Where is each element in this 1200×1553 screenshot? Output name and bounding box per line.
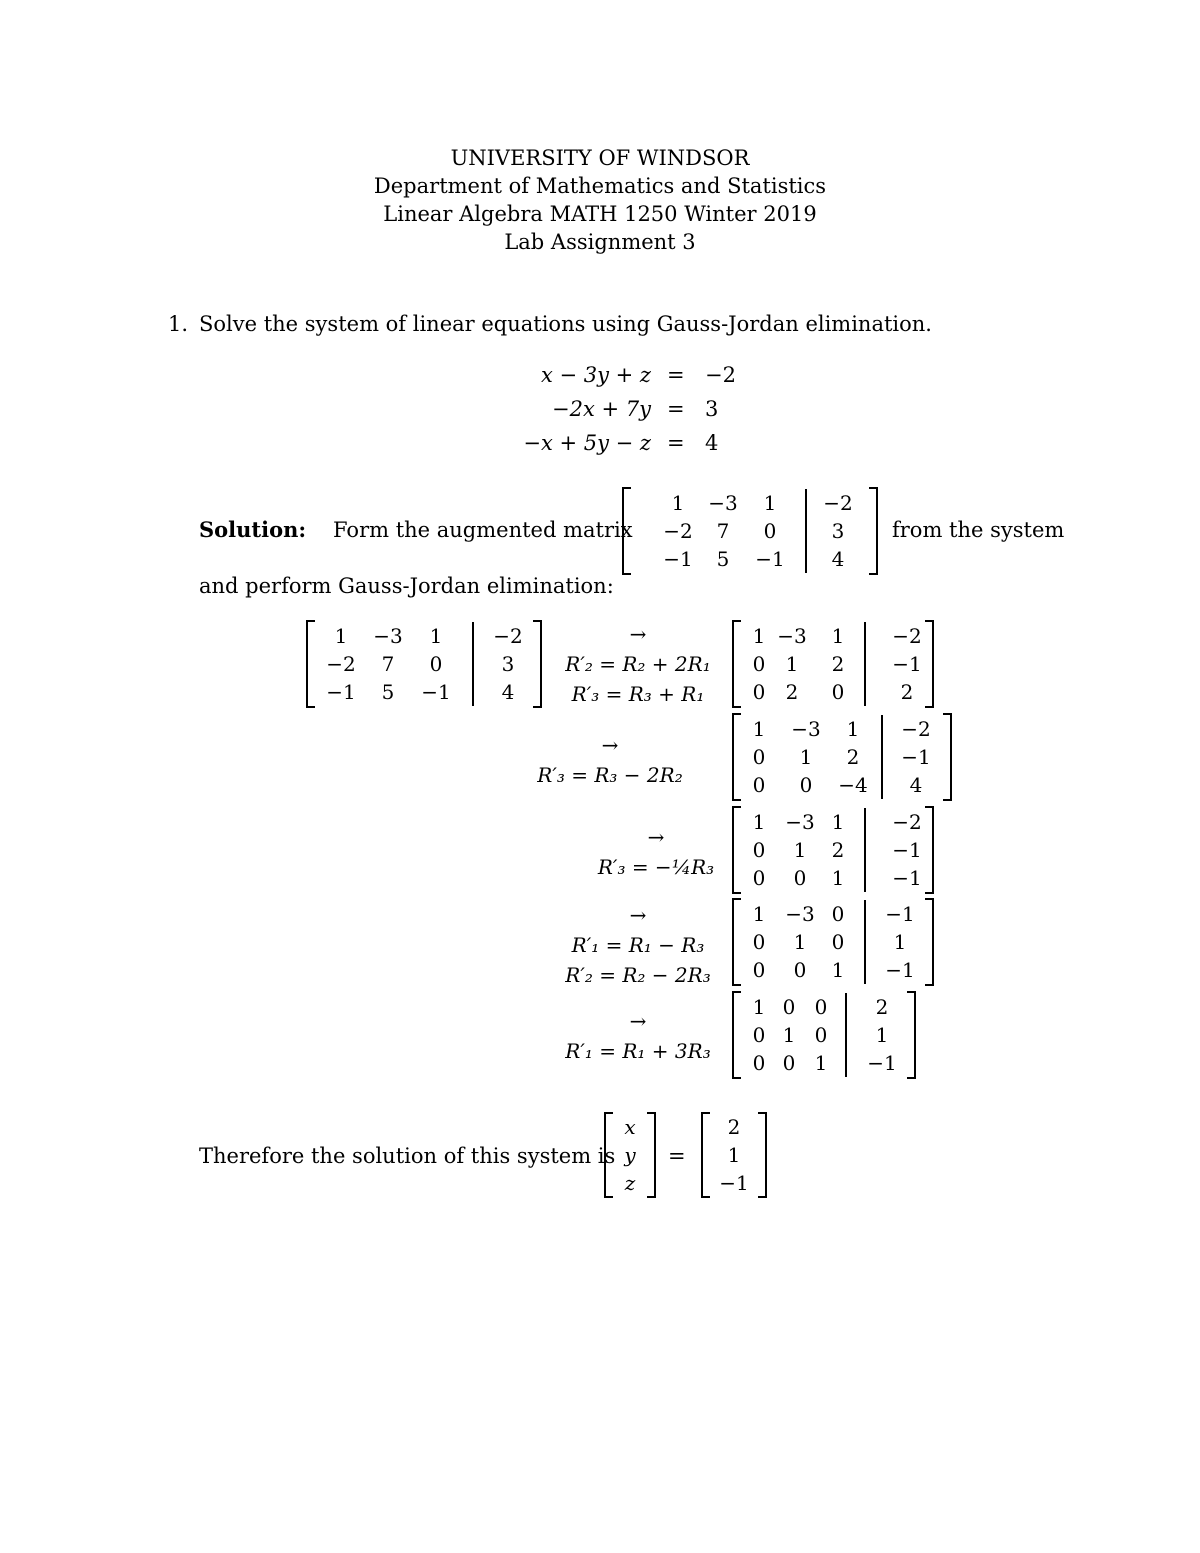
augmented-matrix-intro [622, 487, 878, 575]
solution-intro-line2: and perform Gauss-Jordan elimination: [199, 574, 614, 598]
matrix-entry: −1 [755, 547, 785, 571]
matrix-entry: −2 [823, 491, 853, 515]
matrix-entry: −1 [719, 1171, 749, 1195]
matrix-entry: −1 [326, 680, 356, 704]
university-name: UNIVERSITY OF WINDSOR [450, 146, 750, 170]
right-bracket [943, 713, 952, 801]
matrix-entry: 0 [831, 902, 845, 926]
row-operation-formula: R′₂ = R₂ + 2R₁ [565, 652, 711, 676]
augmented-matrix-step-5 [732, 991, 916, 1079]
department-name: Department of Mathematics and Statistics [373, 174, 827, 198]
matrix-entry: 1 [814, 1051, 828, 1075]
course-title: Linear Algebra MATH 1250 Winter 2019 [383, 202, 817, 226]
matrix-entry: −3 [785, 810, 815, 834]
augment-divider [472, 622, 474, 706]
matrix-entry: 4 [831, 547, 845, 571]
arrow-icon: → [629, 622, 647, 646]
matrix-entry: −2 [326, 652, 356, 676]
matrix-entry: 0 [752, 745, 766, 769]
matrix-entry: 1 [671, 491, 685, 515]
arrow-icon: → [647, 825, 665, 849]
problem-number: 1. [168, 312, 189, 336]
matrix-entry: y [624, 1143, 636, 1167]
matrix-entry: −1 [885, 958, 915, 982]
matrix-entry: 1 [785, 652, 799, 676]
equation-lhs: −2x + 7y [552, 397, 651, 421]
matrix-entry: 1 [752, 624, 766, 648]
augmented-matrix-step-4 [732, 898, 934, 986]
matrix-entry: z [624, 1171, 636, 1195]
equation-rhs: −2 [705, 363, 736, 387]
conclusion-text: Therefore the solution of this system is [199, 1144, 616, 1168]
matrix-entry: 0 [752, 652, 766, 676]
matrix-entry: 1 [793, 930, 807, 954]
matrix-entry: −3 [373, 624, 403, 648]
augment-divider [881, 715, 883, 799]
equation-rhs: 4 [705, 431, 719, 455]
matrix-entry: −3 [777, 624, 807, 648]
matrix-entry: 2 [785, 680, 799, 704]
matrix-entry: −3 [791, 717, 821, 741]
matrix-entry: 2 [831, 838, 845, 862]
matrix-entry: 0 [752, 838, 766, 862]
matrix-entry: 5 [381, 680, 395, 704]
augment-divider [864, 622, 866, 706]
matrix-entry: 1 [831, 810, 845, 834]
equation-equals: = [667, 397, 685, 421]
matrix-entry: x [624, 1115, 636, 1139]
equation-rhs: 3 [705, 397, 719, 421]
arrow-icon: → [629, 1009, 647, 1033]
equation-equals: = [667, 363, 685, 387]
matrix-entry: 0 [814, 995, 828, 1019]
row-operation-formula: R′₃ = R₃ − 2R₂ [537, 763, 683, 787]
row-operation-formula: R′₁ = R₁ − R₃ [571, 933, 705, 957]
solution-label: Solution: [199, 517, 307, 542]
matrix-entry: 1 [752, 717, 766, 741]
matrix-entry: 2 [831, 652, 845, 676]
matrix-entry: 4 [909, 773, 923, 797]
matrix-entry: −2 [901, 717, 931, 741]
matrix-entry: 3 [831, 519, 845, 543]
matrix-entry: −1 [867, 1051, 897, 1075]
matrix-entry: −1 [885, 902, 915, 926]
arrow-icon: → [629, 903, 647, 927]
equation-equals: = [667, 431, 685, 455]
matrix-entry: 1 [799, 745, 813, 769]
row-operation-formula: R′₁ = R₁ + 3R₃ [565, 1039, 711, 1063]
solution-intro: Form the augmented matrix [333, 518, 633, 542]
matrix-entry: 0 [763, 519, 777, 543]
matrix-entry: 1 [752, 810, 766, 834]
matrix-entry: 0 [793, 866, 807, 890]
assignment-title: Lab Assignment 3 [504, 230, 696, 254]
matrix-entry: −1 [421, 680, 451, 704]
augment-divider [864, 900, 866, 984]
matrix-entry: −2 [892, 624, 922, 648]
matrix-entry: 0 [793, 958, 807, 982]
matrix-entry: 7 [716, 519, 730, 543]
matrix-entry: 1 [752, 902, 766, 926]
matrix-entry: −3 [785, 902, 815, 926]
matrix-entry: 0 [752, 930, 766, 954]
right-bracket [758, 1112, 767, 1198]
matrix-entry: 1 [893, 930, 907, 954]
right-bracket [907, 991, 916, 1079]
matrix-entry: 0 [782, 995, 796, 1019]
matrix-entry: 7 [381, 652, 395, 676]
matrix-entry: 1 [793, 838, 807, 862]
matrix-entry: 0 [752, 1051, 766, 1075]
augment-divider [864, 808, 866, 892]
conclusion-equals: = [668, 1144, 686, 1168]
row-operation-formula: R′₃ = R₃ + R₁ [571, 682, 705, 706]
matrix-entry: 2 [727, 1115, 741, 1139]
matrix-entry: 2 [875, 995, 889, 1019]
matrix-entry: 5 [716, 547, 730, 571]
augmented-matrix-step-3 [732, 806, 934, 894]
matrix-entry: 0 [752, 680, 766, 704]
matrix-entry: −1 [901, 745, 931, 769]
row-operation-formula: R′₂ = R₂ − 2R₃ [565, 963, 711, 987]
matrix-entry: 1 [846, 717, 860, 741]
matrix-entry: 0 [752, 773, 766, 797]
matrix-entry: −1 [892, 652, 922, 676]
left-bracket [622, 487, 631, 575]
matrix-entry: 0 [814, 1023, 828, 1047]
matrix-entry: 2 [846, 745, 860, 769]
right-bracket [869, 487, 878, 575]
matrix-entry: 3 [501, 652, 515, 676]
equation-lhs: −x + 5y − z [523, 431, 651, 455]
left-bracket [701, 1112, 710, 1198]
matrix-entry: 1 [782, 1023, 796, 1047]
matrix-entry: 2 [900, 680, 914, 704]
augment-divider [845, 993, 847, 1077]
matrix-entry: −2 [493, 624, 523, 648]
matrix-entry: 1 [429, 624, 443, 648]
matrix-entry: 0 [752, 958, 766, 982]
matrix-entry: −2 [663, 519, 693, 543]
matrix-entry: −4 [838, 773, 868, 797]
matrix-entry: 0 [752, 866, 766, 890]
arrow-icon: → [601, 733, 619, 757]
augmented-matrix-step-1 [732, 620, 934, 708]
solution-intro-after: from the system [892, 518, 1065, 542]
matrix-entry: 1 [831, 866, 845, 890]
matrix-entry: 0 [429, 652, 443, 676]
matrix-entry: −1 [892, 866, 922, 890]
right-bracket [925, 898, 934, 986]
matrix-entry: 1 [763, 491, 777, 515]
solution-vector [701, 1112, 767, 1198]
left-bracket [306, 620, 315, 708]
matrix-entry: −3 [708, 491, 738, 515]
matrix-entry: 0 [782, 1051, 796, 1075]
augment-divider [805, 489, 807, 573]
matrix-entry: 0 [799, 773, 813, 797]
matrix-entry: 0 [831, 680, 845, 704]
matrix-entry: 1 [831, 624, 845, 648]
matrix-entry: 1 [875, 1023, 889, 1047]
matrix-entry: 0 [831, 930, 845, 954]
row-operation-formula: R′₃ = −¼R₃ [597, 855, 715, 879]
matrix-entry: −1 [892, 838, 922, 862]
augmented-matrix-step-2 [732, 713, 952, 801]
matrix-entry: −1 [663, 547, 693, 571]
matrix-entry: 0 [752, 1023, 766, 1047]
matrix-entry: 1 [727, 1143, 741, 1167]
matrix-entry: 4 [501, 680, 515, 704]
matrix-entry: 1 [752, 995, 766, 1019]
problem-statement: Solve the system of linear equations using Gauss-Jordan elimination. [199, 312, 932, 336]
matrix-entry: 1 [334, 624, 348, 648]
equation-lhs: x − 3y + z [540, 363, 651, 387]
matrix-entry: 1 [831, 958, 845, 982]
matrix-entry: −2 [892, 810, 922, 834]
